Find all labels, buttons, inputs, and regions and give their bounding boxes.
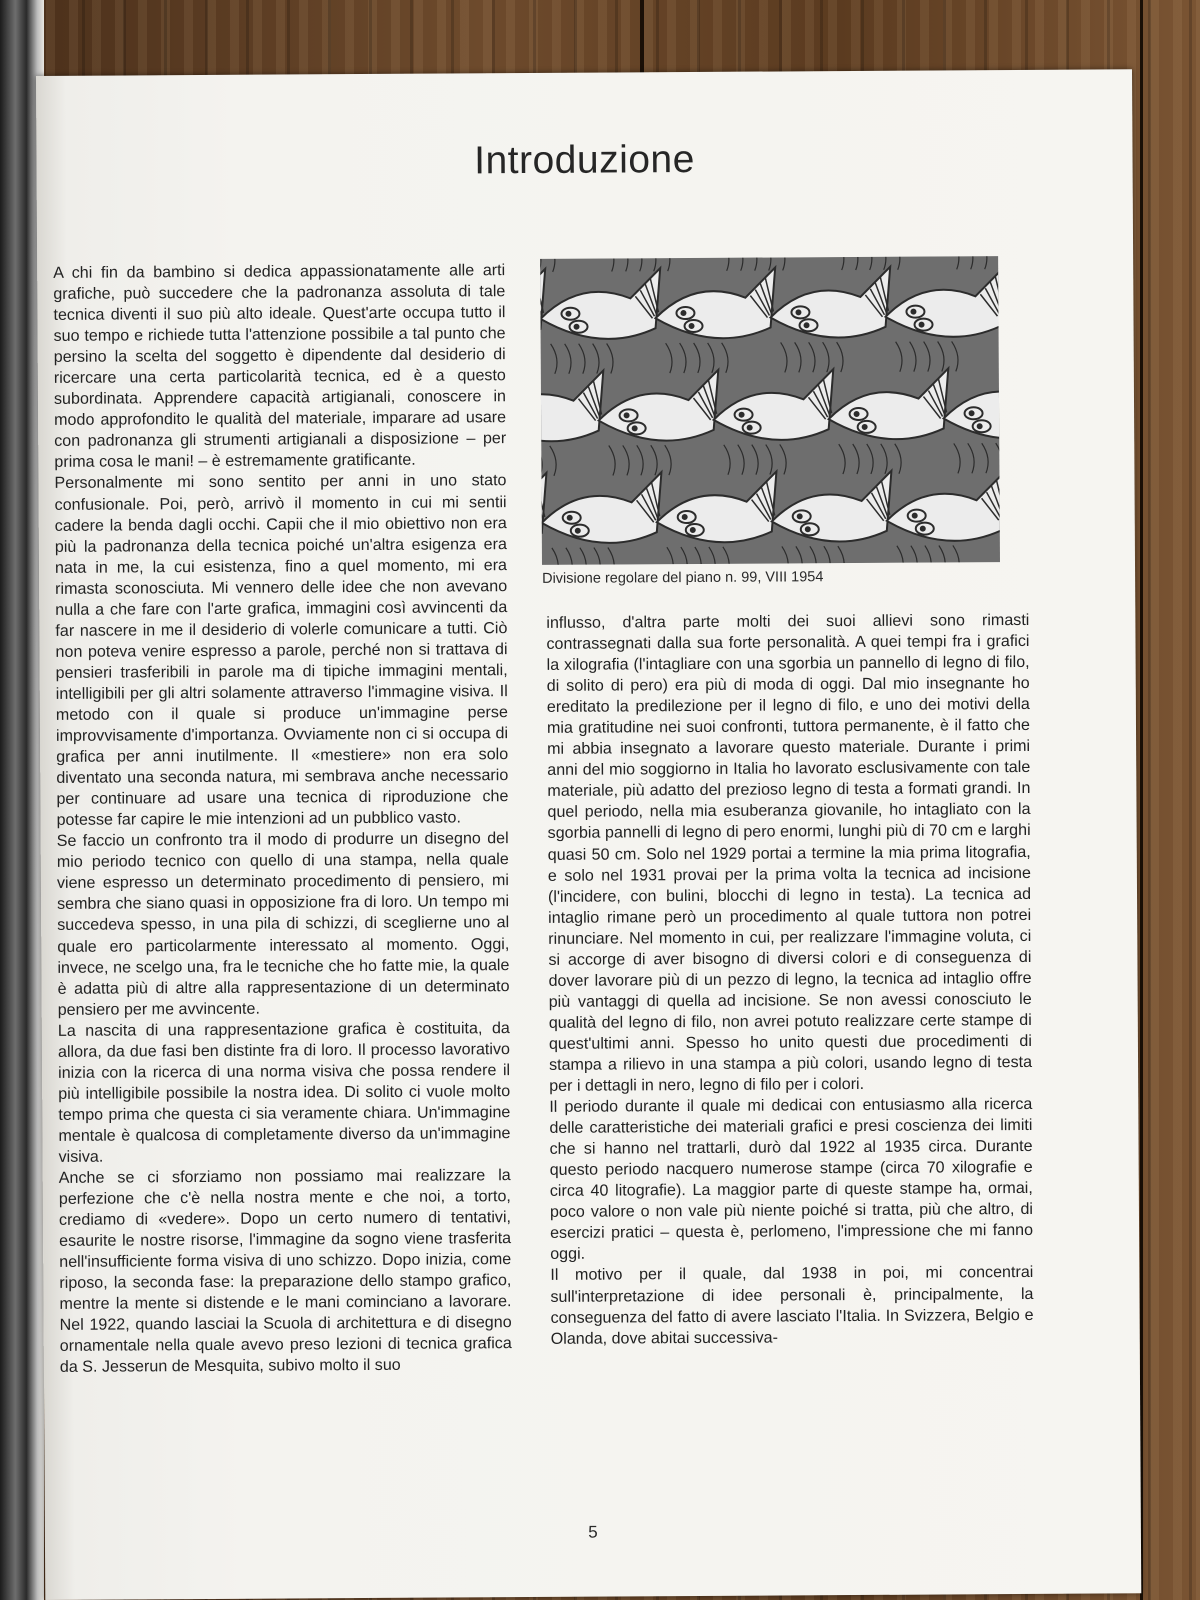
pupil: [795, 309, 801, 315]
pupil: [575, 528, 581, 534]
pupil: [682, 514, 688, 520]
pupil: [862, 424, 868, 430]
page-number: 5: [588, 1522, 598, 1542]
pupil: [690, 527, 696, 533]
pupil: [920, 526, 926, 532]
paragraph: Il motivo per il quale, dal 1938 in poi, mi concentrai sull'interpretazione di idee personali è, principalmente, la conseguenza del fatto di avere lasciato l'Italia. In Svizzera, Belgio e Olanda, dove abitai successiva-: [550, 1263, 1034, 1348]
pupil: [565, 311, 571, 317]
pupil: [624, 412, 630, 418]
tessellation-image: [540, 256, 1000, 565]
pupil: [912, 513, 918, 519]
figure-caption: Divisione regolare del piano n. 99, VIII 1954: [542, 569, 824, 587]
paragraph: influsso, d'altra parte molti dei suoi allievi sono rimasti contrassegnati dalla sua forte personalità. A quei tempi fra i grafici la xilografia (l'intagliare con una sgorbia un pannello di legno di filo, di solito di pero) era più di moda di oggi. Dal mio insegnante ho ereditato la predilezione per il legno di filo, e uno dei motivi della mia gratitudine nei suoi confronti, tuttora permanente, è il fatto che mi abbia insegnato a lavorare questo materiale. Durante i primi anni del mio soggiorno in Italia ho lavorato esclusivamente con tale materiale, più adatto del prezioso legno di testa a formati grandi. In quel periodo, nella mia esuberanza giovanile, ho intagliato con la sgorbia pannelli di legno di pero enormi, lunghi più di 70 cm e larghi quasi 50 cm. Solo nel 1929 portai a termine la mia prima litografia, e solo nel 1931 provai per la prima volta la tecnica ad incisione (l'incidere, con bulini, blocchi di legno in testa). La tecnica ad intaglio rimane però un procedimento al quale tuttora non potrei rinunciare. Nel momento in cui, per realizzare l'immagine voluta, ci si accorge di aver bisogno di diversi colori e di conseguenza di dover lavorare più di un pezzo di legno, la tecnica ad intaglio offre più vantaggi di quella ad incisione. Se non avessi conosciuto le qualità del legno di filo, non avrei potuto realizzare certe stampe di quest'ultimi anni. Spesso ho unito questi due procedimenti di stampa a rilievo in una stampa a più colori, usando legno di testa per i dettagli in nero, legno di filo per i colori.: [546, 610, 1033, 1095]
paragraph: Personalmente mi sono sentito per anni in uno stato confusionale. Poi, però, arrivò il momento in cui mi sentii cadere la benda dagli occhi. Capii che il mio obiettivo non era più la padronanza della tecnica poiché un'altra esigenza era nata in me, la cui esistenza, fino a quel momento, mi era rimasta sconosciuta. Mi vennero delle idee che non avevano nulla a che fare con l'arte grafica, immagini così avvincenti da far nascere in me il desiderio di volerle comunicare a tutti. Ciò non poteva venire espresso a parole, perché non si trattava di pensieri trasferibili in parole ma di tipiche immagini mentali, intelligibili per gli altri solamente attraverso l'immagine visiva. Il metodo con il quale si produce un'immagine perse improvvisamente d'importanza. Ovviamente non ci si occupa di grafica per anni inutilmente. Il «mestiere» non era solo diventato una seconda natura, mi sembrava anche necessario per continuare ad usare una tecnica di riproduzione che potesse far capire le mie intenzioni ad un pubblico vasto.: [54, 471, 509, 830]
pupil: [689, 323, 695, 329]
pupil: [854, 411, 860, 417]
paragraph: Il periodo durante il quale mi dedicai con entusiasmo alla ricerca delle caratteristiche dei materiali grafici e presi coscienza dei limiti che si hanno nel trattarli, durò dal 1922 al 1935 circa. Durante questo periodo nacquero numerose stampe (circa 70 xilografie e circa 40 litografie). La maggior parte di queste stampe ha, ormai, poco valore o non vale più niente poiché si tratta, più che altro, di esercizi pratici – questa è, perlomeno, l'impressione che mi fanno oggi.: [549, 1095, 1034, 1264]
tessellation-figure: [540, 256, 1000, 565]
pupil: [739, 412, 745, 418]
paragraph: Se faccio un confronto tra il modo di produrre un disegno del mio periodo tecnico con quello di una stampa, nella quale viene espresso un determinato procedimento di pensiero, mi sembra che siano quasi in opposizione fra di loro. Un tempo mi succedeva spesso, in una pila di schizzi, di sceglierne uno al quale ero particolarmente interessato al momento. Oggi, invece, ne scelgo una, fra le tecniche che ho fatte mie, la quale è adatta più di altre alla rappresentazione di un determinato pensiero per me avvincente.: [56, 829, 510, 1019]
page-title: Introduzione: [474, 137, 695, 183]
paragraph: A chi fin da bambino si dedica appassionatamente alle arti grafiche, può succedere che la padronanza assoluta di tale tecnica diventi il suo più alto ideale. Quest'arte occupa tutto il suo tempo e richiede tutta l'attenzione possibile a tal punto che persino la scelta del soggetto è dipendente dal desiderio di ricercare una certa particolarità tecnica, ed è a questo subordinata. Apprendere capacità artigianali, conoscere in modo approfondito le qualità del materiale, imparare ad usare con padronanza gli strumenti artigianali a disposizione – per prima cosa le mani! – è estremamente gratificante.: [53, 261, 507, 472]
pupil: [574, 324, 580, 330]
book-page: [36, 69, 1141, 1600]
pupil: [910, 309, 916, 315]
pupil: [805, 526, 811, 532]
pupil: [567, 515, 573, 521]
wood-plank-gap: [1140, 0, 1143, 1600]
right-text-column: [546, 610, 1033, 1350]
pupil: [804, 322, 810, 328]
pupil: [632, 425, 638, 431]
pupil: [969, 410, 975, 416]
paragraph: La nascita di una rappresentazione grafica è costituita, da allora, da due fasi ben distinte fra di loro. Il processo lavorativo inizia con la ricerca di una norma visiva che possa rendere il più intelligibile possibile la nostra idea. Di solito ci vuole molto tempo prima che questa ci sia veramente chiara. Un'immagine mentale è qualcosa di completamente diverso da un'immagine visiva.: [57, 1018, 511, 1166]
pupil: [797, 513, 803, 519]
pupil: [919, 322, 925, 328]
left-text-column: [53, 260, 512, 1378]
pupil: [977, 423, 983, 429]
pupil: [680, 310, 686, 316]
paragraph: Anche se ci sforziamo non possiamo mai realizzare la perfezione che c'è nella nostra mente e che noi, a torto, crediamo di «vedere». Dopo un certo numero di tentativi, esaurite le nostre risorse, l'immagine da sogno viene trasferita nell'insufficiente forma visiva di uno schizzo. Dopo inizia, come riposo, la seconda fase: la preparazione dello stampo grafico, mentre la mente si distende e le mani cominciano a lavorare. Nel 1922, quando lasciai la Scuola di architettura e di disegno ornamentale nella quale avevo preso lezioni di tecnica grafica da S. Jesserun de Mesquita, subivo molto il suo: [58, 1166, 512, 1377]
pupil: [747, 425, 753, 431]
